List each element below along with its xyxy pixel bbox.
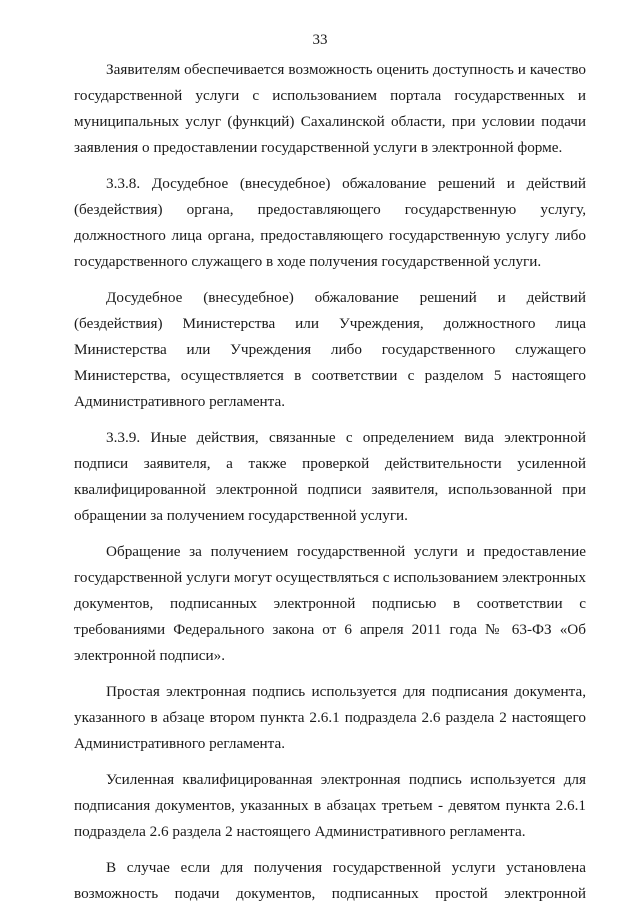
paragraph-qualified-signature: Усиленная квалифицированная электронная подпись используется для подписания документов, указанных в абзацах третьем - девятом пункта 2.6.1 подраздела 2.6 раздела 2 настоящего Административного регламента. [74, 771, 586, 840]
paragraph-electronic-documents: Обращение за получением государственной услуги и предоставление государственной услуги могут осуществляться с использованием электронных документов, подписанных электронной подписью в соответствии с требованиями Федерального закона от 6 апреля 2011 года № 63-ФЗ «Об электронной подписи». [74, 543, 586, 664]
paragraph-3-3-8: 3.3.8. Досудебное (внесудебное) обжалование решений и действий (бездействия) органа, предоставляющего государственную услугу, должностного лица органа, предоставляющего государственную услугу либо государственного служащего в ходе получения государственной услуги. [74, 175, 586, 270]
body-text [74, 57, 586, 917]
paragraph-appeal-procedure: Досудебное (внесудебное) обжалование решений и действий (бездействия) Министерства или Учреждения, должностного лица Министерства или Учреждения либо государственного служащего Министерства, осуществляется в соответствии с разделом 5 настоящего Административного регламента. [74, 289, 586, 410]
page-number: 33 [312, 32, 328, 48]
paragraph-submission-case: В случае если для получения государственной услуги установлена возможность подачи документов, подписанных простой электронной [74, 859, 586, 902]
paragraph-rating-access: Заявителям обеспечивается возможность оценить доступность и качество государственной услуги с использованием портала государственных и муниципальных услуг (функций) Сахалинской области, при условии подачи заявления о предоставлении государственной услуги в электронной форме. [74, 61, 586, 156]
paragraph-3-3-9: 3.3.9. Иные действия, связанные с определением вида электронной подписи заявителя, а также проверкой действительности усиленной квалифицированной электронной подписи заявителя, использованной при обращении за получением государственной услуги. [74, 429, 586, 524]
paragraph-simple-signature: Простая электронная подпись используется для подписания документа, указанного в абзаце втором пункта 2.6.1 подраздела 2.6 раздела 2 настоящего Административного регламента. [74, 683, 586, 752]
